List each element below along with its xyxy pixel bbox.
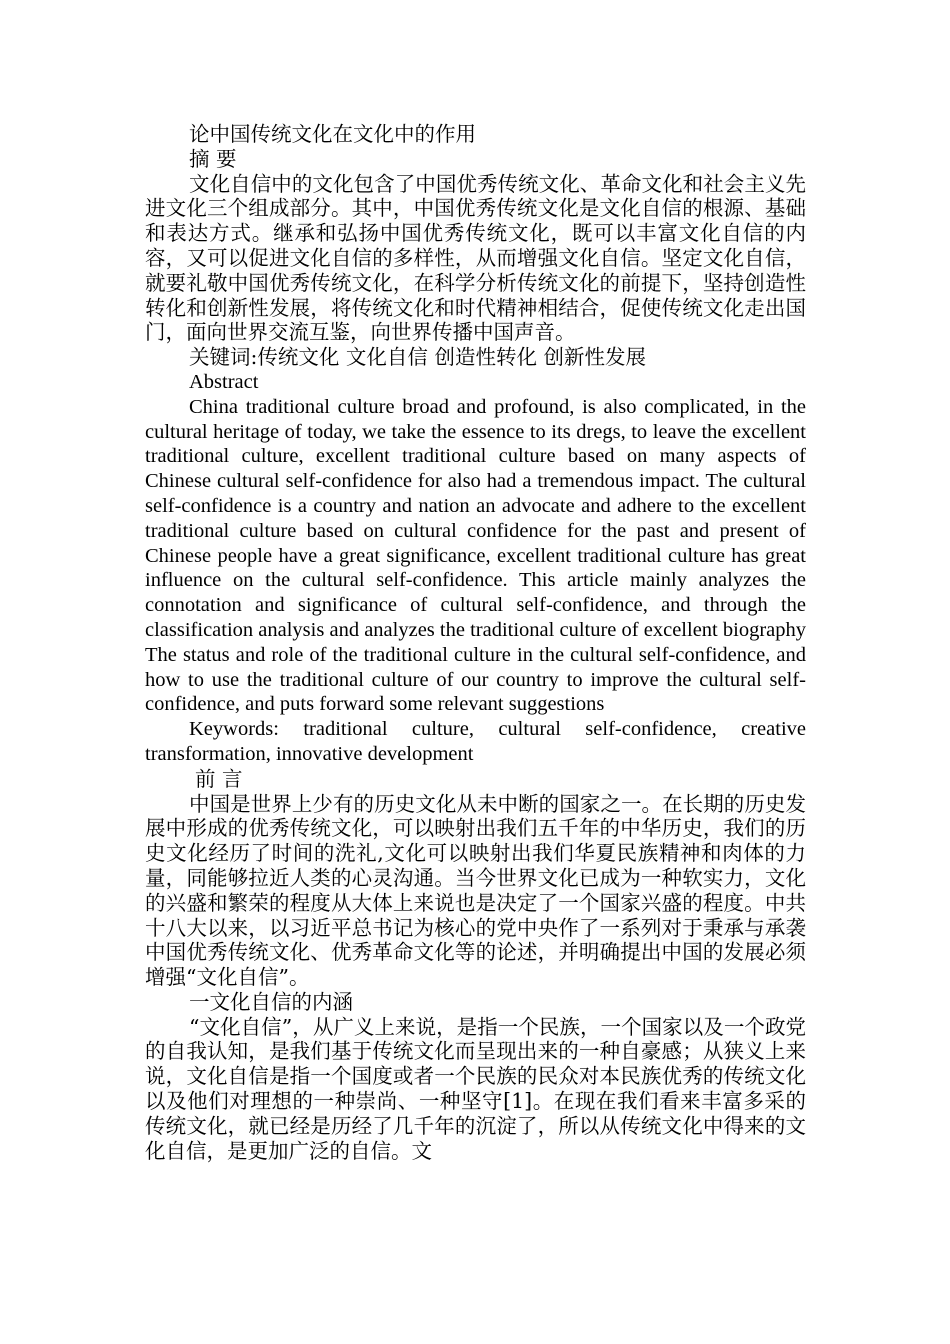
abstract-en-paragraph: China traditional culture broad and profound, is also complicated, in the cultural heritage of today, we take the essence to its dregs, to leave the excellent traditional culture, excellent traditional culture based on many aspects of Chinese cultural self-confidence for also had a tremendous impact. The cultural self-confidence is a country and nation an advocate and adhere to the excellent traditional culture based on cultural confidence for the past and present of Chinese people have a great significance, excellent traditional culture has great influence on the cultural self-confidence. This article mainly analyzes the connotation and significance of cultural self-confidence, and through the classification analysis and analyzes the traditional culture of excellent biography The status and role of the traditional culture in the cultural self-confidence, and how to use the traditional culture of our country to improve the cultural self-confidence, and puts forward some relevant suggestions — [145, 395, 806, 716]
preface-heading: 前 言 — [195, 766, 243, 791]
document-page — [145, 122, 806, 1163]
preface-paragraph: 中国是世界上少有的历史文化从未中断的国家之一。在长期的历史发展中形成的优秀传统文化，可以映射出我们五千年的中华历史，我们的历史文化经历了时间的洗礼,文化可以映射出我们华夏民族精神和肉体的力量，同能够拉近人类的心灵沟通。当今世界文化已成为一种软实力，文化的兴盛和繁荣的程度从大体上来说也是决定了一个国家兴盛的程度。中共十八大以来，以习近平总书记为核心的党中央作了一系列对于秉承与承袭中国优秀传统文化、优秀革命文化等的论述，并明确提出中国的发展必须增强“文化自信”。 — [145, 791, 806, 990]
abstract-zh-paragraph: 文化自信中的文化包含了中国优秀传统文化、革命文化和社会主义先进文化三个组成部分。其中，中国优秀传统文化是文化自信的根源、基础和表达方式。继承和弘扬中国优秀传统文化，既可以丰富文化自信的内容，又可以促进文化自信的多样性，从而增强文化自信。坚定文化自信，就要礼敬中国优秀传统文化，在科学分析传统文化的前提下，坚持创造性转化和创新性发展，将传统文化和时代精神相结合，促使传统文化走出国门，面向世界交流互鉴，向世界传播中国声音。 — [145, 171, 806, 345]
document-title: 论中国传统文化在文化中的作用 — [189, 122, 476, 146]
abstract-zh-heading: 摘 要 — [189, 146, 237, 171]
keywords-en: Keywords: traditional culture, cultural self-confidence, creative transformation, innovative development — [145, 718, 806, 765]
abstract-en-heading: Abstract — [189, 370, 259, 393]
section1-heading: 一文化自信的内涵 — [189, 989, 353, 1014]
section1-paragraph: “文化自信”，从广义上来说，是指一个民族，一个国家以及一个政党的自我认知，是我们基于传统文化而呈现出来的一种自豪感；从狭义上来说，文化自信是指一个国度或者一个民族的民众对本民族优秀的传统文化以及他们对理想的一种崇尚、一种坚守[1]。在现在我们看来丰富多采的传统文化，就已经是历经了几千年的沉淀了，所以从传统文化中得来的文化自信，是更加广泛的自信。文 — [145, 1014, 806, 1163]
keywords-zh: 关键词:传统文化 文化自信 创造性转化 创新性发展 — [189, 345, 646, 370]
